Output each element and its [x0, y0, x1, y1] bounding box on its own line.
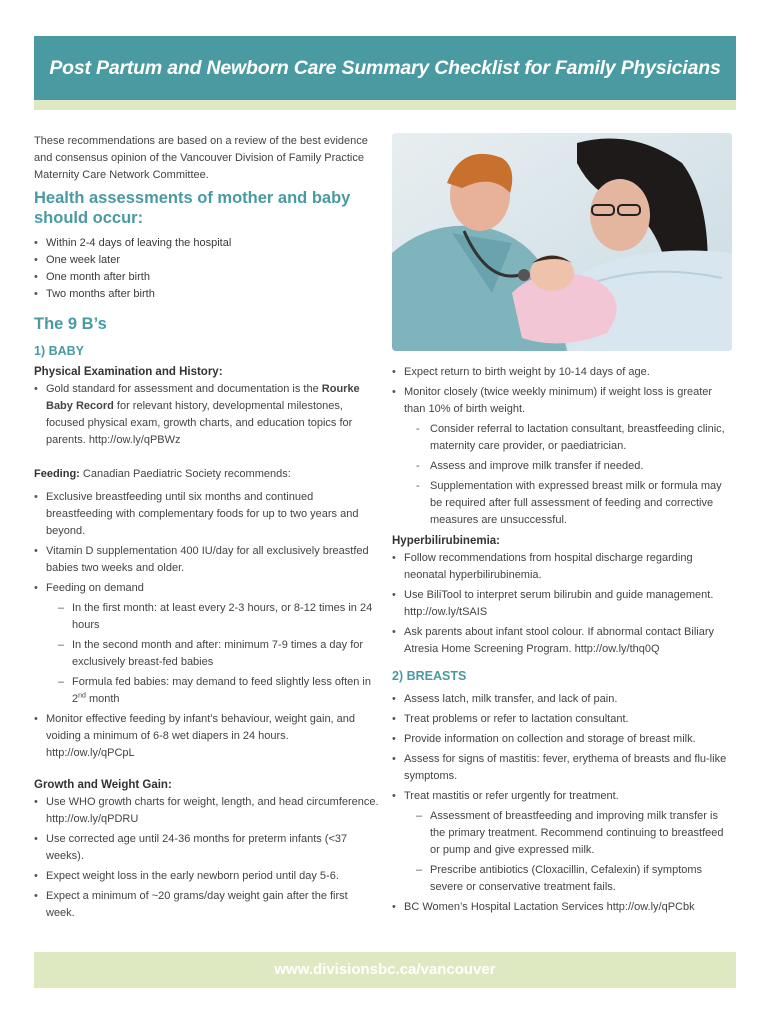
who-charts-link[interactable]: http://ow.ly/qPDRU [46, 813, 139, 825]
text: for relevant history, developmental milestones, focused physical exam, growth charts, and education topics for parents. [46, 400, 353, 446]
breasts-heading: 2) BREASTS [392, 669, 467, 683]
feeding-heading-line [34, 466, 379, 483]
list-item: - Consider referral to lactation consultant, breastfeeding clinic, maternity care provider, or paediatrician. [416, 421, 732, 455]
footer-url-link[interactable]: www.divisionsbc.ca/vancouver [274, 961, 496, 978]
feeding-on-demand-list [46, 600, 379, 708]
growth-list [34, 794, 379, 922]
text: Ask parents about infant stool colour. If abnormal contact Biliary Atresia Home Screening Program. [404, 626, 714, 655]
list-item: • Follow recommendations from hospital discharge regarding neonatal hyperbilirubinemia. [392, 550, 732, 584]
superscript: nd [78, 692, 86, 700]
list-item: • Use corrected age until 24-36 months for preterm infants (<37 weeks). [34, 831, 379, 865]
header-banner [34, 36, 736, 100]
text: Use WHO growth charts for weight, length, and head circumference. [46, 796, 379, 808]
feeding-link[interactable]: http://ow.ly/qPCpL [46, 747, 135, 759]
list-item: • Expect weight loss in the early newborn period until day 5-6. [34, 868, 379, 885]
feeding-list [34, 489, 379, 762]
assessments-heading: Health assessments of mother and baby should occur: [34, 189, 351, 227]
list-item: • Provide information on collection and storage of breast milk. [392, 731, 732, 748]
weight-loss-actions-list [404, 421, 732, 529]
list-item: – In the second month and after: minimum 7-9 times a day for exclusively breast-fed babies [58, 637, 379, 671]
text: Use BiliTool to interpret serum bilirubin and guide management. [404, 589, 714, 601]
list-item [392, 788, 732, 896]
text: month [85, 693, 120, 705]
page-title: Post Partum and Newborn Care Summary Checklist for Family Physicians [49, 57, 721, 79]
text: Monitor closely (twice weekly minimum) if weight loss is greater than 10% of birth weight. [404, 386, 713, 415]
list-item: • Expect return to birth weight by 10-14 days of age. [392, 364, 732, 381]
text: BC Women’s Hospital Lactation Services [404, 901, 607, 913]
header-underline [34, 100, 736, 110]
mother-baby-doctor-photo [392, 133, 732, 351]
text: Treat mastitis or refer urgently for treatment. [404, 790, 619, 802]
text: Gold standard for assessment and documentation is the [46, 383, 322, 395]
bilitool-link[interactable]: http://ow.ly/tSAIS [404, 606, 488, 618]
list-item [392, 899, 732, 916]
list-item: • Expect a minimum of ~20 grams/day weight gain after the first week. [34, 888, 379, 922]
list-item: • Assess latch, milk transfer, and lack of pain. [392, 691, 732, 708]
weight-list [392, 364, 732, 529]
text: Canadian Paediatric Society recommends: [79, 468, 291, 480]
list-item: • Assess for signs of mastitis: fever, erythema of breasts and flu-like symptoms. [392, 751, 732, 785]
list-item [58, 674, 379, 708]
biliary-atresia-link[interactable]: http://ow.ly/thq0Q [574, 643, 660, 655]
hyperbilirubinemia-list [392, 550, 732, 658]
list-item [392, 624, 732, 658]
list-item: - Supplementation with expressed breast milk or formula may be required after full assessment of feeding and corrective measures are unsuccessful. [416, 478, 732, 529]
physical-exam-list [34, 381, 379, 449]
list-item: • One week later [34, 252, 374, 269]
mastitis-treatment-list [404, 808, 732, 896]
list-item: • Treat problems or refer to lactation consultant. [392, 711, 732, 728]
list-item [34, 381, 379, 449]
intro-text: These recommendations are based on a review of the best evidence and consensus opinion of the Vancouver Division of Family Practice Maternity Care Network Committee. [34, 135, 368, 181]
feeding-heading: Feeding: [34, 468, 80, 480]
breasts-list [392, 691, 732, 916]
list-item: • Vitamin D supplementation 400 IU/day for all exclusively breastfed babies two weeks and older. [34, 543, 379, 577]
text: Feeding on demand [46, 582, 144, 594]
list-item: • One month after birth [34, 269, 374, 286]
left-column [34, 364, 379, 925]
list-item: – Assessment of breastfeeding and improving milk transfer is the primary treatment. Recommend continuing to breastfeed or pump and give expressed milk. [416, 808, 732, 859]
nine-bs-heading: The 9 B’s [34, 315, 107, 333]
list-item: - Assess and improve milk transfer if needed. [416, 458, 732, 475]
physical-exam-heading: Physical Examination and History: [34, 366, 223, 378]
list-item: • Two months after birth [34, 286, 374, 303]
list-item: – In the first month: at least every 2-3 hours, or 8-12 times in 24 hours [58, 600, 379, 634]
rourke-link[interactable]: http://ow.ly/qPBWz [88, 434, 181, 446]
hyperbilirubinemia-heading: Hyperbilirubinemia: [392, 535, 500, 547]
list-item: • Exclusive breastfeeding until six months and continued breastfeeding with complementary foods for up to two years and beyond. [34, 489, 379, 540]
list-item [34, 711, 379, 762]
lactation-services-link[interactable]: http://ow.ly/qPCbk [606, 901, 695, 913]
rourke-record-bold: Rourke Baby Record [46, 383, 360, 412]
list-item [392, 384, 732, 529]
list-item [34, 580, 379, 708]
photo-illustration [392, 133, 732, 351]
list-item: – Prescribe antibiotics (Cloxacillin, Cefalexin) if symptoms severe or conservative treatment fails. [416, 862, 732, 896]
text: Formula fed babies: may demand to feed slightly less often in 2 [72, 676, 371, 705]
list-item [34, 794, 379, 828]
right-column [392, 364, 732, 919]
footer-banner [34, 952, 736, 988]
assessment-schedule-list [34, 235, 374, 303]
growth-heading: Growth and Weight Gain: [34, 779, 172, 791]
text: Monitor effective feeding by infant’s behaviour, weight gain, and voiding a minimum of 6-8 wet diapers in 24 hours. [46, 713, 356, 742]
baby-heading: 1) BABY [34, 344, 85, 358]
list-item: • Within 2-4 days of leaving the hospital [34, 235, 374, 252]
list-item [392, 587, 732, 621]
